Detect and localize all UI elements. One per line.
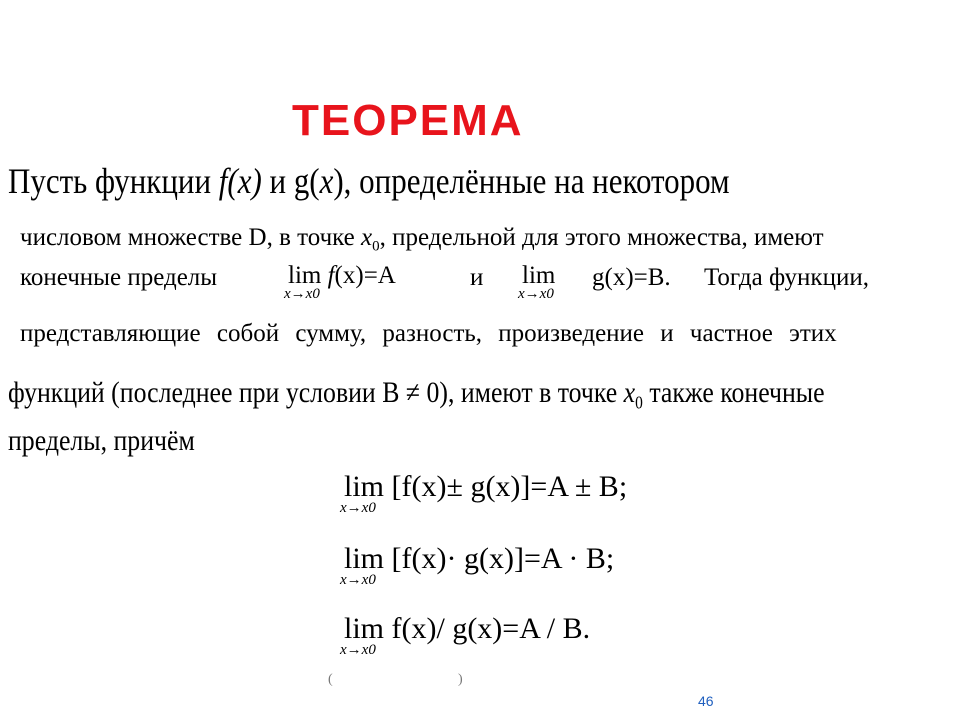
theorem-line-1 [8, 160, 730, 202]
lim-subscript: x→x0 [284, 286, 320, 302]
lim-operator: lim [344, 470, 385, 503]
point-x0: x [361, 224, 373, 251]
formula-body: [f(x)· g(x)]=A · B; [391, 542, 615, 575]
lim-operator: lim [522, 262, 556, 289]
variable-x: x [319, 161, 334, 201]
theorem-line-5 [8, 376, 825, 413]
function-f: f [218, 161, 228, 201]
lim-operator: lim [288, 262, 322, 289]
lim-subscript: x→x0 [518, 286, 554, 302]
lim-subscript: x→x0 [340, 572, 376, 588]
theorem-text: и g( [261, 161, 320, 201]
theorem-line-4: представляющие собой сумму, разность, произведение и частное этих [20, 320, 837, 347]
lim-subscript: x→x0 [340, 642, 376, 658]
lim-operator: lim [344, 612, 385, 645]
stray-mark-left: ( [328, 672, 333, 687]
theorem-text: числовом множестве D, в точке [20, 224, 362, 251]
theorem-text: , предельной для этого множества, имеют [379, 224, 824, 251]
theorem-text: Пусть функции [8, 161, 219, 201]
slide-title: ТЕОРЕМА [292, 96, 524, 145]
limit-2 [518, 262, 556, 302]
theorem-line-3-b: Тогда функции, [704, 264, 869, 291]
stray-mark-right: ) [458, 672, 463, 687]
theorem-text: также конечные [642, 376, 825, 409]
theorem-line-6: пределы, причём [8, 424, 195, 457]
page-number: 46 [698, 693, 714, 709]
point-x0-subscript: 0 [372, 238, 380, 255]
theorem-line-3-a: конечные пределы [20, 264, 218, 291]
formula-quotient [340, 612, 591, 658]
function-f: f [327, 262, 335, 289]
theorem-line-2 [20, 224, 824, 255]
formula-body: f(x)/ g(x)=A / B. [391, 612, 591, 645]
formula-body: [f(x)± g(x)]=A ± B; [391, 470, 628, 503]
limit-1 [284, 262, 396, 302]
theorem-text: функций (последнее при условии B ≠ 0), имеют в точке [8, 376, 624, 409]
limit-value-b: g(x)=B. [592, 264, 671, 291]
lim-operator: lim [344, 542, 385, 575]
formula-product [340, 542, 615, 588]
formula-sum-difference [340, 470, 628, 516]
limit-value-a: (x)=A [334, 262, 396, 289]
function-f-arg: (x) [227, 161, 262, 201]
point-x0: x [623, 376, 636, 409]
lim-subscript: x→x0 [340, 500, 376, 516]
theorem-text: ), определённые на некотором [333, 161, 730, 201]
point-x0-subscript: 0 [635, 392, 643, 413]
conjunction-and: и [470, 264, 484, 291]
